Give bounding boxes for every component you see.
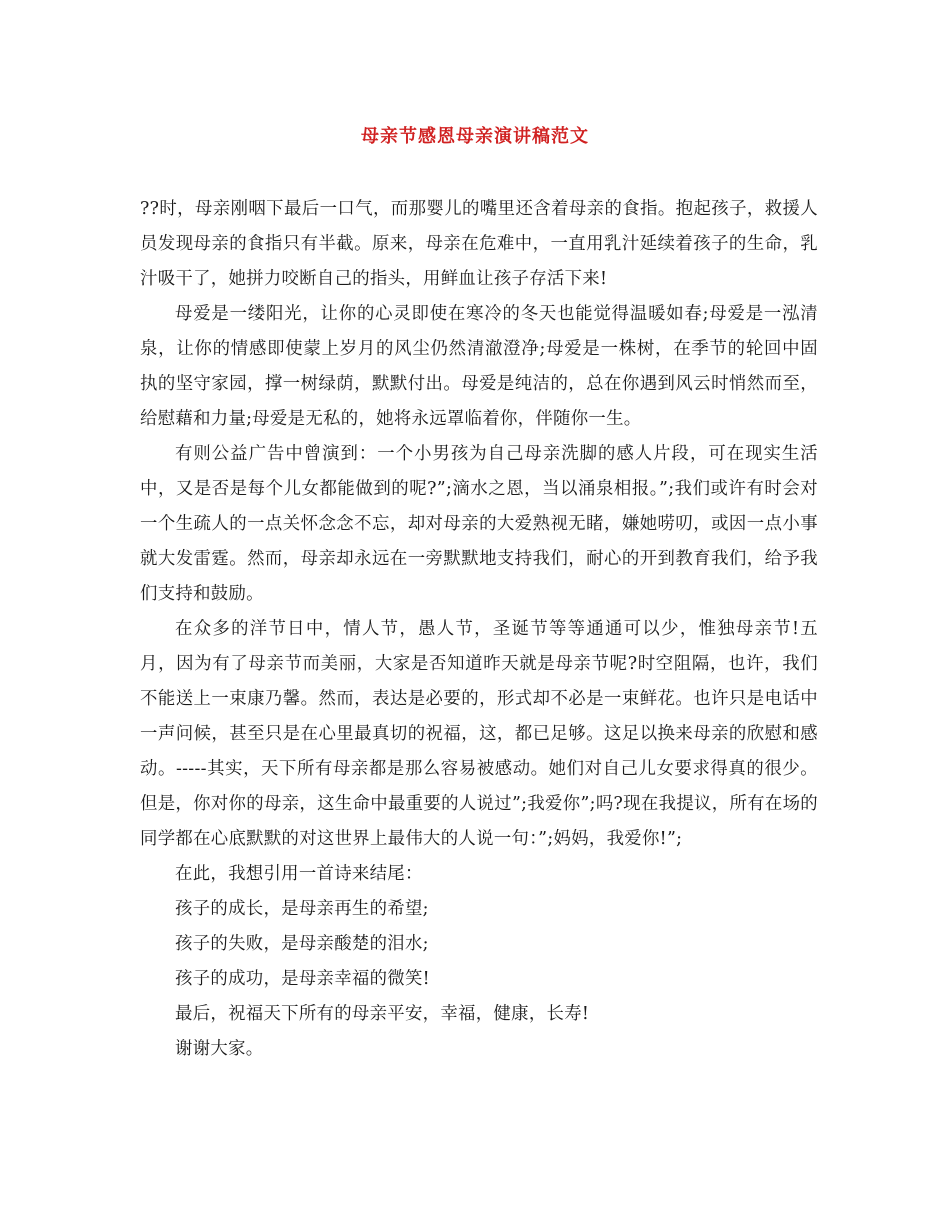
paragraph-3: 有则公益广告中曾演到：一个小男孩为自己母亲洗脚的感人片段，可在现实生活中，又是否是每个儿女都能做到的呢?”;滴水之恩，当以涌泉相报。”;我们或许有时会对一个生疏人的一点关怀念念不忘，却对母亲的大爱熟视无睹，嫌她唠叨，或因一点小事就大发雷霆。然而，母亲却永远在一旁默默地支持我们，耐心的开到教育我们，给予我们支持和鼓励。 [140,444,818,604]
document-body [140,192,818,1067]
blessing-line: 最后，祝福天下所有的母亲平安，幸福，健康，长寿! [175,1004,590,1024]
poem-line-3: 孩子的成功，是母亲幸福的微笑! [175,969,430,989]
document-title: 母亲节感恩母亲演讲稿范文 [361,126,589,147]
paragraph-2: 母爱是一缕阳光，让你的心灵即使在寒冷的冬天也能觉得温暖如春;母爱是一泓清泉，让你的情感即使蒙上岁月的风尘仍然清澈澄净;母爱是一株树，在季节的轮回中固执的坚守家园，撑一树绿荫，默默付出。母爱是纯洁的，总在你遇到风云时悄然而至，给慰藉和力量;母爱是无私的，她将永远罩临着你，伴随你一生。 [140,304,818,429]
poem-line-2: 孩子的失败，是母亲酸楚的泪水; [175,934,429,954]
paragraph-4: 在众多的洋节日中，情人节，愚人节，圣诞节等等通通可以少，惟独母亲节!五月，因为有了母亲节而美丽，大家是否知道昨天就是母亲节呢?时空阻隔，也许，我们不能送上一束康乃馨。然而，表达是必要的，形式却不必是一束鲜花。也许只是电话中一声问候，甚至只是在心里最真切的祝福，这，都已足够。这足以换来母亲的欣慰和感动。-----其实，天下所有母亲都是那么容易被感动。她们对自己儿女要求得真的很少。但是，你对你的母亲，这生命中最重要的人说过”;我爱你”;吗?现在我提议，所有在场的同学都在心底默默的对这世界上最伟大的人说一句：”;妈妈，我爱你!”; [140,619,818,849]
paragraph-1: ??时，母亲刚咽下最后一口气，而那婴儿的嘴里还含着母亲的食指。抱起孩子，救援人员发现母亲的食指只有半截。原来，母亲在危难中，一直用乳汁延续着孩子的生命，乳汁吸干了，她拼力咬断自己的指头，用鲜血让孩子存活下来! [140,199,818,289]
closing-intro-line: 在此，我想引用一首诗来结尾： [175,864,423,884]
thanks-line: 谢谢大家。 [175,1039,264,1059]
poem-line-1: 孩子的成长，是母亲再生的希望; [175,899,429,919]
